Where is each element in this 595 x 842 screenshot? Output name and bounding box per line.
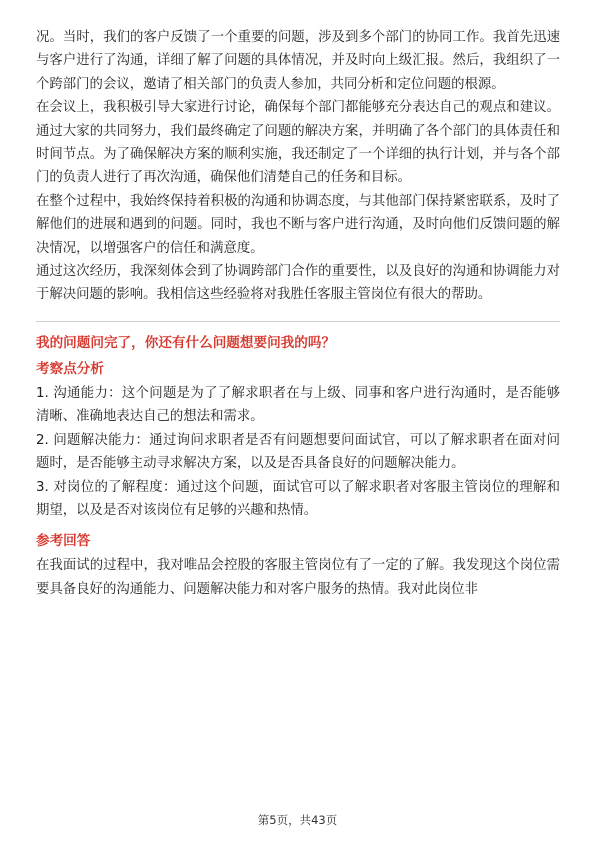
body-paragraph: 通过这次经历，我深刻体会到了协调跨部门合作的重要性，以及良好的沟通和协调能力对于解决问题的影响。我相信这些经验将对我胜任客服主管岗位有很大的帮助。 (36, 264, 560, 303)
body-paragraph: 况。当时，我们的客户反馈了一个重要的问题，涉及到多个部门的协同工作。我首先迅速与客户进行了沟通，详细了解了问题的具体情况，并及时向上级汇报。然后，我组织了一个跨部门的会议，邀请了相关部门的负责人参加，共同分析和定位问题的根源。 (36, 30, 560, 92)
analysis-item: 3. 对岗位的了解程度：通过这个问题，面试官可以了解求职者对客服主管岗位的理解和期望，以及是否对该岗位有足够的兴趣和热情。 (36, 479, 560, 518)
section-divider (36, 321, 560, 322)
question-heading: 我的问题问完了，你还有什么问题想要问我的吗？ (36, 334, 336, 351)
body-paragraph: 在会议上，我积极引导大家进行讨论，确保每个部门都能够充分表达自己的观点和建议。通过大家的共同努力，我们最终确定了问题的解决方案，并明确了各个部门的具体责任和时间节点。为了确保解决方案的顺利实施，我还制定了一个详细的执行计划，并与各个部门的负责人进行了再次沟通，确保他们清楚自己的任务和目标。 (36, 100, 560, 186)
page-number: 第5页，共43页 (257, 813, 338, 827)
analysis-item: 2. 问题解决能力：通过询问求职者是否有问题想要问面试官，可以了解求职者在面对问题时，是否能够主动寻求解决方案，以及是否具备良好的问题解决能力。 (36, 432, 560, 472)
reference-title: 参考回答 (36, 533, 91, 550)
reference-paragraph: 在我面试的过程中，我对唯品会控股的客服主管岗位有了一定的了解。我发现这个岗位需要具备良好的沟通能力、问题解决能力和对客户服务的热情。我对此岗位非 (36, 558, 560, 597)
body-paragraph: 在整个过程中，我始终保持着积极的沟通和协调态度，与其他部门保持紧密联系，及时了解他们的进展和遇到的问题。同时，我也不断与客户进行沟通，及时向他们反馈问题的解决情况，以增强客户的信任和满意度。 (36, 193, 560, 256)
analysis-item: 1. 沟通能力：这个问题是为了了解求职者在与上级、同事和客户进行沟通时，是否能够清晰、准确地表达自己的想法和需求。 (36, 385, 560, 425)
document-page (36, 26, 560, 601)
analysis-title: 考察点分析 (36, 360, 104, 377)
